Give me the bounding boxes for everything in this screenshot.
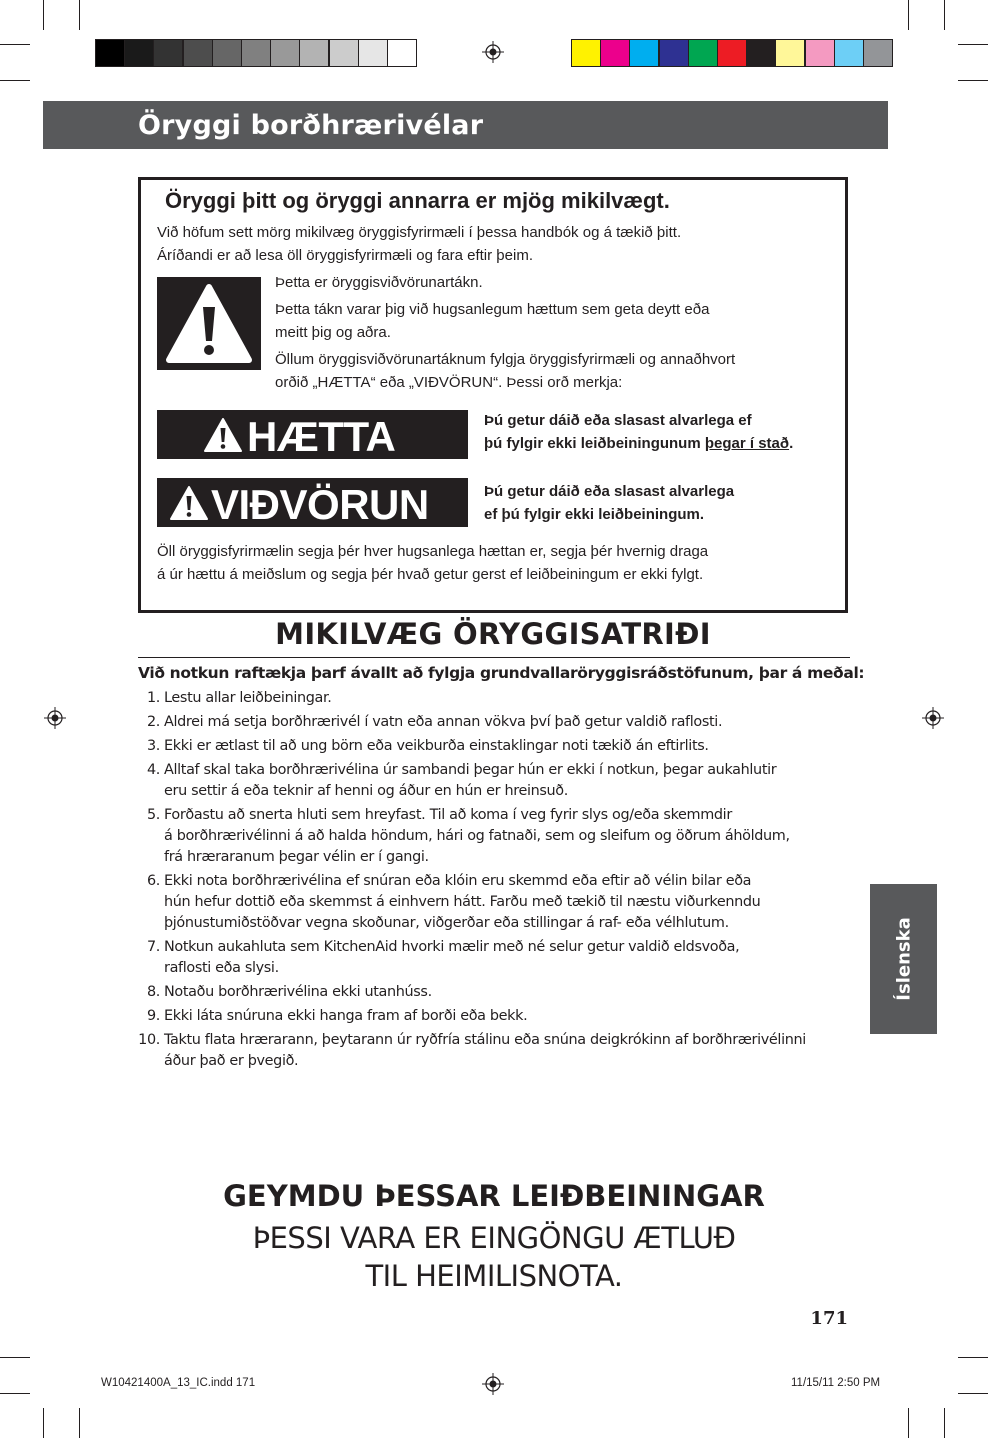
save-instructions-title: GEYMDU ÞESSAR LEIÐBEININGAR — [223, 1179, 765, 1213]
list-item-text: Ekki er ætlast til að ung börn eða veikburða einstaklingar noti tækið án eftirlits. — [164, 738, 709, 754]
slug-date: 11/15/11 2:50 PM — [791, 1377, 881, 1389]
warning-text: Þú getur dáið eða slasast alvarlega — [484, 483, 735, 500]
page-number: 171 — [810, 1308, 848, 1329]
list-item — [138, 871, 850, 934]
page-title: Öryggi borðhrærivélar — [138, 110, 484, 141]
household-use-notice: ÞESSI VARA ER EINGÖNGU ÆTLUÐ — [252, 1221, 736, 1255]
grayscale-swatch — [183, 39, 213, 67]
list-item-text: á borðhrærivélinni á að halda höndum, hári og fatnaði, sem og sleifum og öðrum áhöldum, — [164, 828, 790, 844]
registration-mark-icon — [922, 707, 944, 729]
list-item-text: áður það er þvegið. — [164, 1053, 299, 1069]
slug-filename: W10421400A_13_IC.indd 171 — [101, 1377, 256, 1389]
list-item-number: 2. — [146, 714, 160, 730]
list-item-text: Notaðu borðhrærivélina ekki utanhúss. — [164, 984, 432, 1000]
warning-text: ef þú fylgir ekki leiðbeiningum. — [484, 506, 705, 523]
grayscale-swatch — [329, 39, 359, 67]
important-safeguards-title: MIKILVÆG ÖRYGGISATRIÐI — [275, 617, 711, 651]
color-swatch — [688, 39, 718, 67]
list-item-text: Taktu flata hræraran​n, þeytarann úr ryðfría stálinu eða snúna deigkrókinn af borðhrærivélinni — [164, 1032, 806, 1048]
list-item-number: 1. — [146, 690, 160, 706]
safety-heading: Öryggi þitt og öryggi annarra er mjög mikilvægt. — [165, 188, 670, 213]
list-item-number: 9. — [146, 1008, 160, 1024]
list-item-text: Ekki láta snúruna ekki hanga fram af borði eða bekk. — [164, 1008, 528, 1024]
crop-mark — [79, 1408, 80, 1438]
registration-mark-icon — [482, 1373, 504, 1395]
warning-badge — [157, 478, 468, 527]
crop-mark — [79, 0, 80, 30]
grayscale-swatch — [241, 39, 271, 67]
household-use-notice: TIL HEIMILISNOTA. — [365, 1259, 623, 1293]
symbol-description: orðið „HÆTTA“ eða „VIÐVÖRUN“. Þessi orð merkja: — [275, 374, 623, 391]
list-item-number: 5. — [146, 807, 160, 823]
danger-text: þú fylgir ekki leiðbeiningunum þegar í stað. — [484, 435, 794, 452]
color-swatch — [746, 39, 776, 67]
list-item-text: Forðastu að snerta hluti sem hreyfast. Til að koma í veg fyrir slys og/eða skemmdir — [164, 807, 732, 823]
list-item-text: raflosti eða slysi. — [164, 960, 279, 976]
list-item-text: eru settir á eða teknir af henni og áður en hún er hreinsuð. — [164, 783, 568, 799]
crop-mark — [958, 44, 988, 45]
crop-mark — [944, 0, 945, 30]
list-item — [138, 1030, 850, 1072]
grayscale-swatch — [270, 39, 300, 67]
list-item-text: þjónustumiðstöðvar vegna skoðunar, viðgerðar eða stillingar á raf- eða vélhlutum. — [164, 915, 729, 931]
list-item — [138, 982, 850, 1003]
color-swatch — [717, 39, 747, 67]
color-swatch — [775, 39, 805, 67]
grayscale-swatch — [358, 39, 388, 67]
list-item — [138, 760, 850, 802]
symbol-description: Þetta er öryggisviðvörunartákn. — [275, 274, 483, 291]
grayscale-swatch — [95, 39, 125, 67]
list-item — [138, 736, 850, 757]
grayscale-swatch — [153, 39, 183, 67]
symbol-description: Öllum öryggisviðvörunartáknum fylgja öryggisfyrirmæli og annaðhvort — [275, 351, 736, 368]
crop-mark — [944, 1408, 945, 1438]
warning-triangle-icon — [203, 417, 243, 453]
color-swatch — [659, 39, 689, 67]
crop-mark — [43, 1408, 44, 1438]
registration-mark-icon — [44, 707, 66, 729]
crop-mark — [0, 1357, 30, 1358]
list-item-text: frá hræraranum þegar vélin er í gangi. — [164, 849, 429, 865]
grayscale-swatch — [387, 39, 417, 67]
list-item-text: Lestu allar leiðbeiningar. — [164, 690, 332, 706]
list-item — [138, 712, 850, 733]
crop-mark — [43, 0, 44, 30]
intro-line: Við höfum sett mörg mikilvæg öryggisfyrirmæli í þessa handbók og á tækið þitt. — [157, 224, 682, 241]
list-item-text: Ekki nota borðhrærivélina ef snúran eða klóin eru skemmd eða eftir að vélin bilar eða — [164, 873, 752, 889]
intro-line: Áríðandi er að lesa öll öryggisfyrirmæli og fara eftir þeim. — [157, 247, 533, 264]
list-item — [138, 688, 850, 709]
registration-mark-icon — [482, 41, 504, 63]
list-item-text: Notkun aukahluta sem KitchenAid hvorki mælir með né selur getur valdið eldsvoða, — [164, 939, 740, 955]
symbol-description: Þetta tákn varar þig við hugsanlegum hættum sem geta deytt eða — [275, 301, 710, 318]
warning-triangle-icon — [157, 277, 261, 370]
crop-mark — [0, 44, 30, 45]
language-tab — [870, 884, 937, 1034]
list-item-number: 6. — [146, 873, 160, 889]
list-item — [138, 805, 850, 868]
list-item-text: hún hefur dottið eða skemmst á einhvern hátt. Farðu með tækið til næstu viðurkenndu — [164, 894, 761, 910]
important-lead-text: Við notkun raftækja þarf ávallt að fylgja grundvallaröryggisráðstöfunum, þar á meðal: — [138, 664, 865, 682]
color-swatch — [571, 39, 601, 67]
color-swatch — [805, 39, 835, 67]
safeguards-list — [138, 688, 850, 1075]
language-tab-label: Íslenska — [893, 917, 914, 1001]
list-item — [138, 937, 850, 979]
crop-mark — [908, 1408, 909, 1438]
safety-alert-symbol — [157, 277, 261, 370]
danger-badge — [157, 410, 468, 459]
crop-mark — [958, 1393, 988, 1394]
crop-mark — [908, 0, 909, 30]
color-swatch — [600, 39, 630, 67]
color-swatch — [863, 39, 893, 67]
crop-mark — [0, 80, 30, 81]
list-item-number: 8. — [146, 984, 160, 1000]
closing-line: á úr hættu á meiðslum og segja þér hvað getur gerst ef leiðbeiningum er ekki fylgt. — [157, 566, 704, 583]
grayscale-swatch — [212, 39, 242, 67]
list-item-text: Alltaf skal taka borðhrærivélina úr sambandi þegar hún er ekki í notkun, þegar aukahlutir — [164, 762, 777, 778]
color-swatch — [629, 39, 659, 67]
list-item-number: 3. — [146, 738, 160, 754]
grayscale-swatch — [124, 39, 154, 67]
list-item-number: 10. — [138, 1032, 160, 1048]
list-item — [138, 1006, 850, 1027]
closing-line: Öll öryggisfyrirmælin segja þér hver hugsanlega hættan er, segja þér hvernig draga — [157, 543, 709, 560]
warning-triangle-icon — [169, 485, 209, 521]
warning-label: VIÐVÖRUN — [211, 481, 429, 528]
symbol-description: meitt þig og aðra. — [275, 324, 391, 341]
grayscale-swatch — [299, 39, 329, 67]
crop-mark — [0, 1393, 30, 1394]
color-swatch — [834, 39, 864, 67]
divider — [138, 657, 850, 658]
list-item-number: 4. — [146, 762, 160, 778]
list-item-text: Aldrei má setja borðhrærivél í vatn eða annan vökva því það getur valdið raflosti. — [164, 714, 723, 730]
danger-label: HÆTTA — [247, 413, 396, 460]
danger-text: Þú getur dáið eða slasast alvarlega ef — [484, 412, 752, 429]
crop-mark — [958, 80, 988, 81]
crop-mark — [958, 1357, 988, 1358]
list-item-number: 7. — [146, 939, 160, 955]
